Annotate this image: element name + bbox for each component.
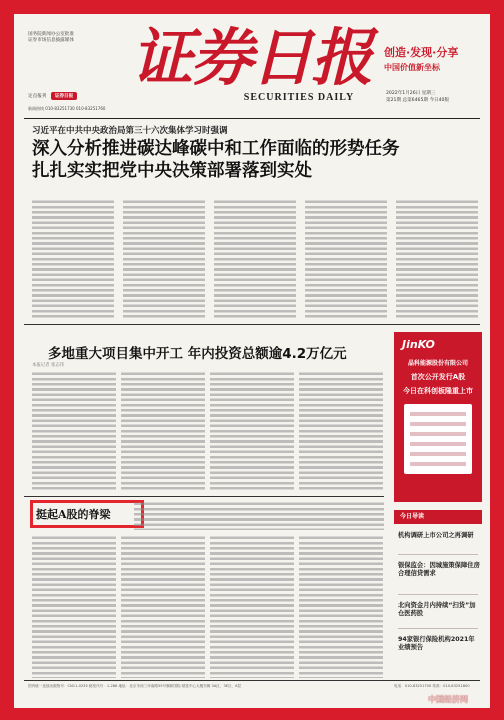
- ad-line3: 今日在科创板隆重上市: [403, 387, 473, 395]
- watermark: 中国经济网: [428, 695, 468, 704]
- ad-panel-row: [410, 462, 466, 466]
- footer-contact: 电话：010-83251700 传真：010-83251800: [394, 684, 470, 688]
- footer-info: 国内统一连续出版物号：CN11-0235 邮发代号：1-286 地址：北京市西三环南路55号顺和国际·财富中心大楼东侧 3A区、3E区、6层: [28, 684, 242, 688]
- slogan-sub: 中国价值新坐标: [384, 63, 440, 72]
- lead-text-column: [214, 198, 296, 318]
- masthead-left-line: 国务院新闻办公室批准: [28, 32, 74, 37]
- story2-text-column: [210, 370, 294, 492]
- issue-info: [386, 90, 486, 104]
- feature-body: [32, 534, 384, 678]
- sidebar-item[interactable]: 94家银行保险机构2021年业绩预告: [398, 636, 475, 651]
- lead-text-column: [123, 198, 205, 318]
- feature-text-column: [210, 534, 294, 678]
- story2-text-column: [32, 370, 116, 492]
- section-divider: [24, 324, 480, 325]
- sidebar-head: 今日导读: [394, 510, 482, 524]
- story2-title: 多地重大项目集中开工 年内投资总额逾4.2万亿元: [48, 346, 347, 362]
- masthead: [14, 14, 490, 118]
- lead-kicker: 习近平在中共中央政治局第三十六次集体学习时强调: [32, 126, 228, 136]
- sidebar-separator: [398, 594, 478, 595]
- brand-label: 定点报刊: [28, 94, 47, 99]
- ad-info-panel: [404, 404, 472, 474]
- lead-text-column: [396, 198, 478, 318]
- brand-logo: 证券日报: [51, 92, 77, 100]
- ad-panel-row: [410, 452, 466, 456]
- issue-date: 2022年1月26日 星期三: [386, 91, 436, 96]
- feature-text-column: [134, 500, 384, 530]
- feature-text-column: [121, 534, 205, 678]
- sidebar-item[interactable]: 北向资金月内持续“扫货”加仓医药股: [398, 602, 476, 617]
- newspaper-title: 证券日报: [130, 21, 371, 94]
- ad-company: 晶科能源股份有限公司: [407, 360, 468, 367]
- ad-panel-row: [410, 442, 466, 446]
- feature-text-column: [299, 534, 383, 678]
- feature-top-text: [134, 500, 384, 530]
- feature-title: 挺起A股的脊梁: [36, 508, 111, 521]
- today-guide-sidebar: [394, 510, 482, 680]
- story2-byline: 本报记者 张志伟: [32, 363, 65, 368]
- hotline: 新闻热线 010-83251730 010-83251760: [28, 106, 106, 111]
- masthead-left-info: [28, 32, 128, 44]
- story2-text-column: [121, 370, 205, 492]
- ad-panel-row: [410, 432, 466, 436]
- newspaper-subtitle: SECURITIES DAILY: [243, 92, 355, 103]
- jinko-advertisement: [394, 332, 482, 502]
- masthead-divider: [24, 118, 480, 119]
- feature-text-column: [32, 534, 116, 678]
- jinko-logo: JinKO: [402, 338, 435, 351]
- lead-headline-line: 深入分析推进碳达峰碳中和工作面临的形势任务: [32, 139, 400, 159]
- newspaper-front-page: [14, 14, 490, 708]
- lead-text-column: [305, 198, 387, 318]
- lead-headline-line: 扎扎实实把党中央决策部署落到实处: [32, 161, 312, 181]
- section-divider: [24, 496, 384, 497]
- footer-divider: [24, 680, 480, 681]
- story2-body: [32, 370, 384, 492]
- issue-number: 第21期 总第6465期 今日40版: [386, 98, 450, 103]
- slogan: 创造·发现·分享: [384, 46, 459, 59]
- slogan-block: [384, 44, 482, 73]
- ad-panel-row: [410, 412, 466, 416]
- story2-text-column: [299, 370, 383, 492]
- sidebar-item[interactable]: 银保监会：因城施策保障住房合理信贷需求: [398, 562, 480, 577]
- sidebar-separator: [398, 628, 478, 629]
- brand-box: [28, 92, 138, 102]
- lead-headline: [32, 138, 478, 182]
- lead-body: [32, 198, 478, 318]
- ad-panel-row: [410, 422, 466, 426]
- ad-line2: 首次公开发行A股: [410, 373, 466, 381]
- lead-text-column: [32, 198, 114, 318]
- sidebar-item[interactable]: 机构调研上市公司之再调研: [398, 532, 474, 539]
- sidebar-separator: [398, 554, 478, 555]
- masthead-left-line: 证券市场信息披露媒体: [28, 38, 74, 43]
